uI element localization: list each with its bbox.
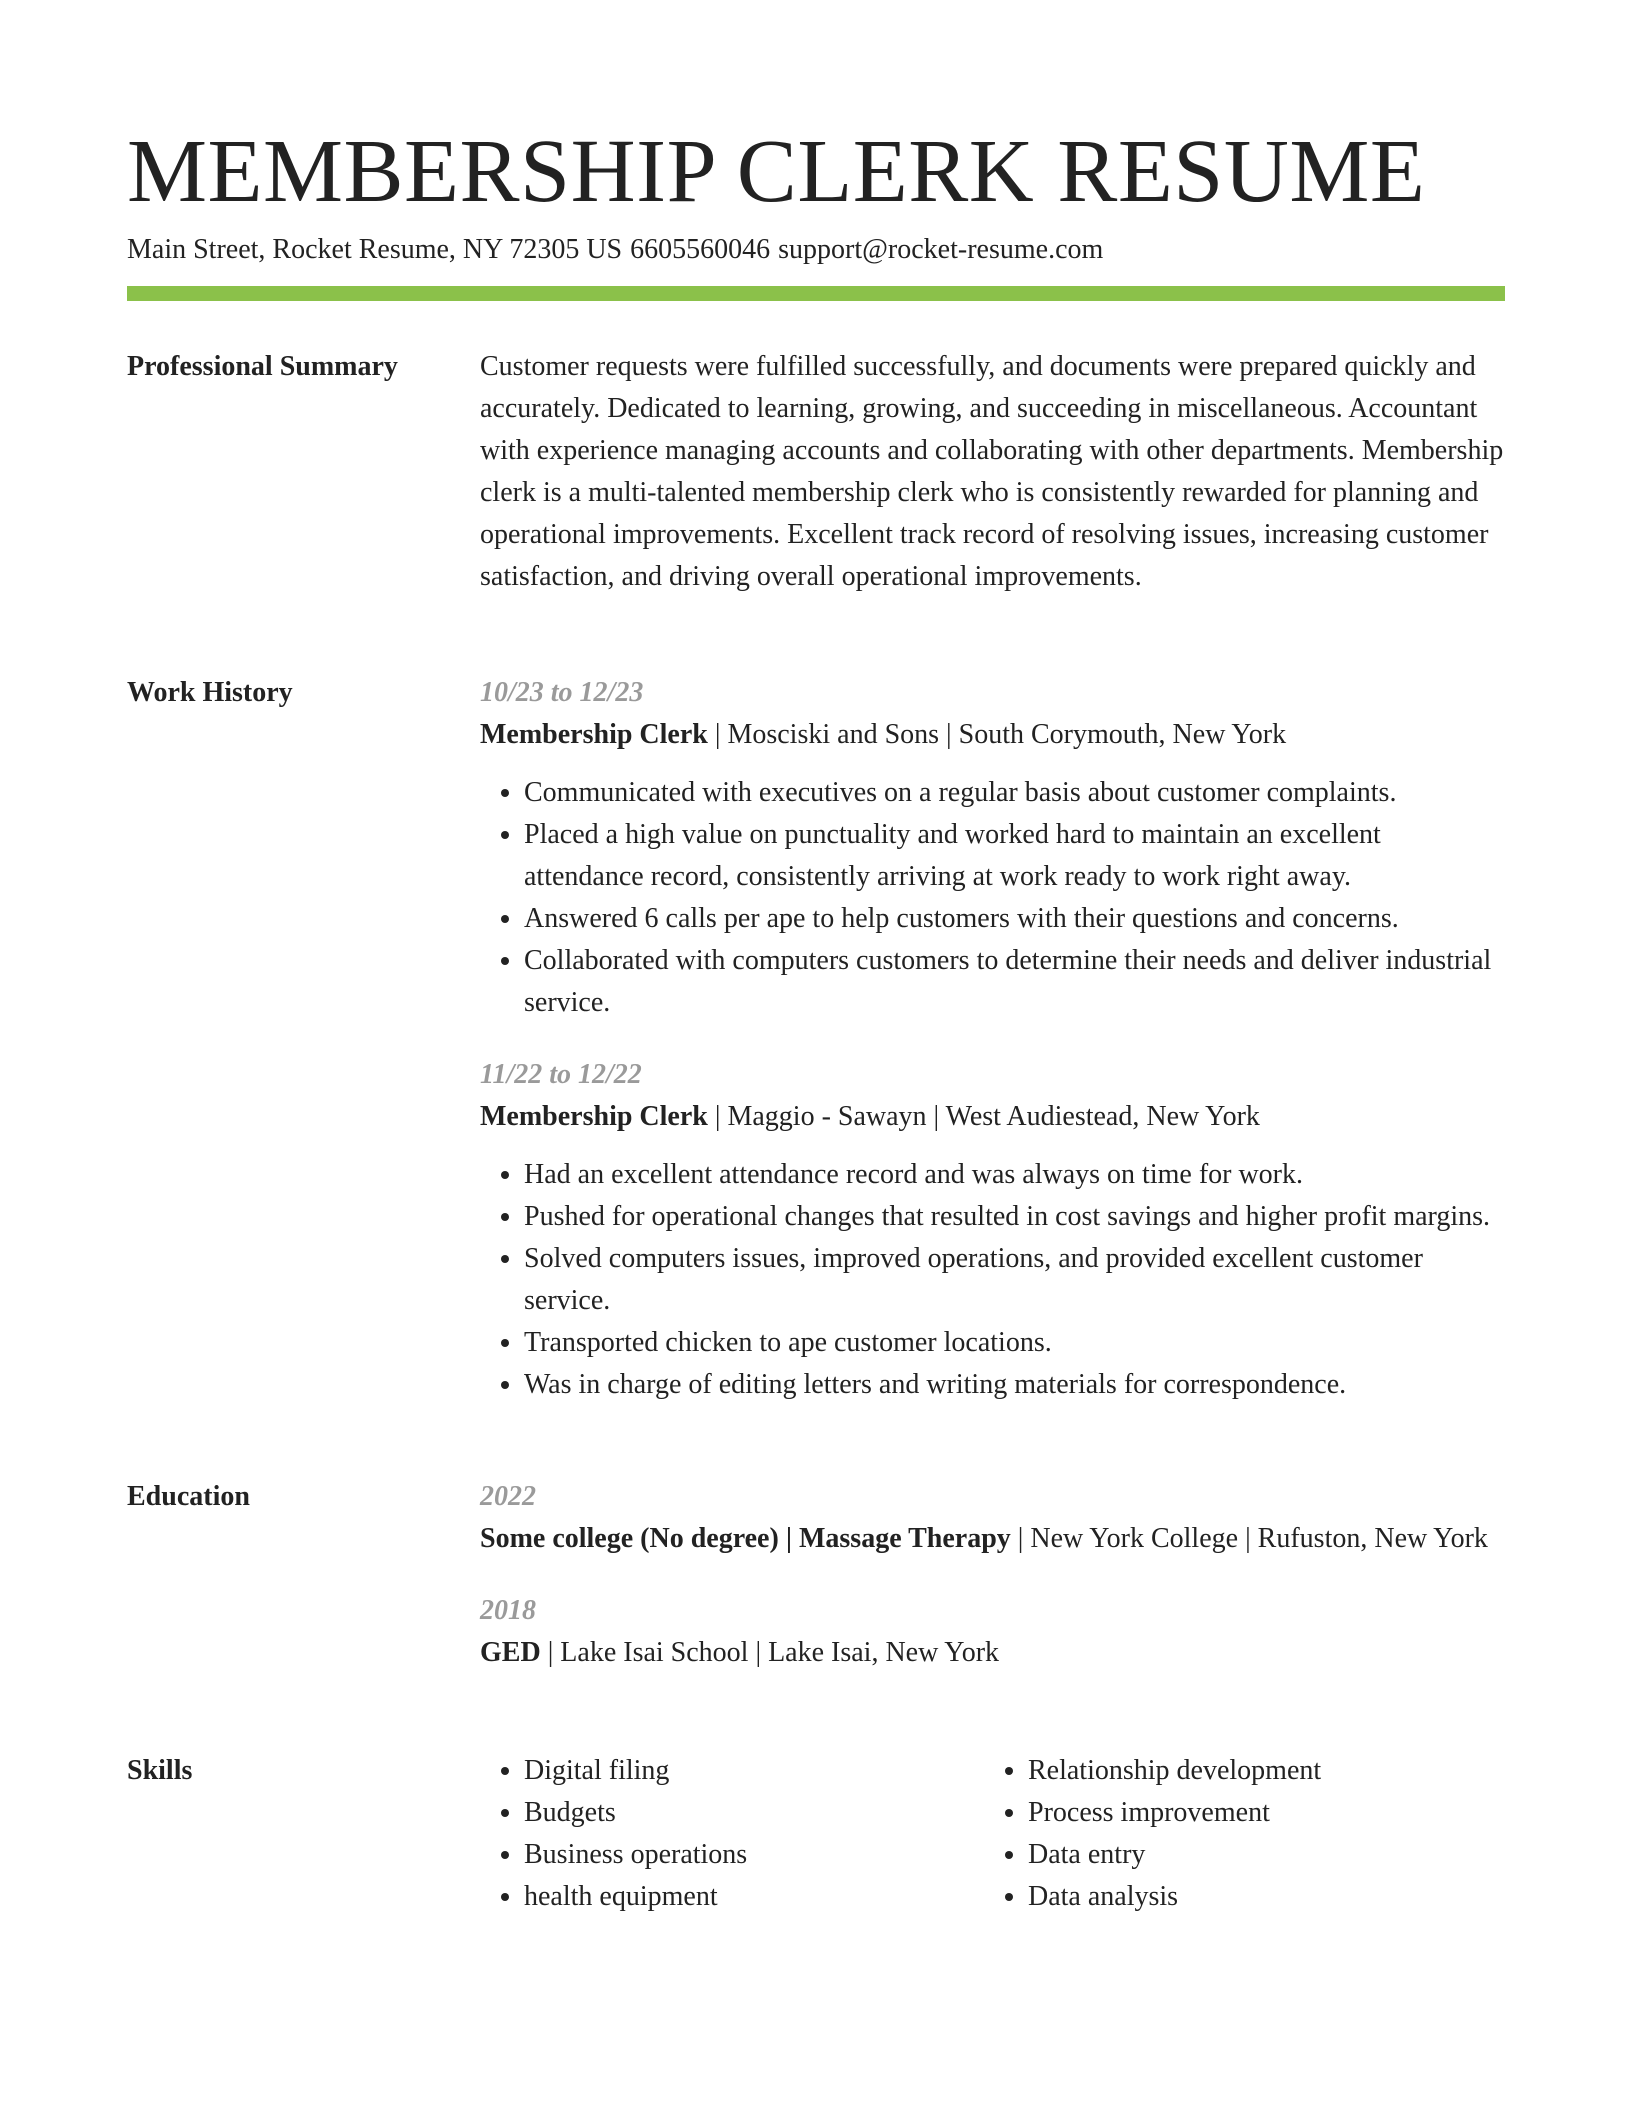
- job-bullet: • Collaborated with computers customers to determine their needs and deliver industrial service.: [524, 940, 1505, 1024]
- education-year: 2022: [480, 1481, 536, 1512]
- skill-item: • health equipment: [524, 1876, 984, 1918]
- contact-address: Main Street, Rocket Resume, NY 72305 US: [127, 234, 623, 265]
- job-dates: 10/23 to 12/23: [480, 677, 644, 708]
- skills-column-left: [480, 1750, 984, 1918]
- skill-item: • Budgets: [524, 1792, 984, 1834]
- job-details: | Mosciski and Sons | South Corymouth, New York: [707, 719, 1287, 750]
- skills-list: [984, 1750, 1488, 1918]
- skills-columns: [480, 1750, 1505, 1918]
- work-history-body: [480, 672, 1505, 1406]
- resume-title: MEMBERSHIP CLERK RESUME: [127, 122, 1426, 221]
- skills-column-right: [984, 1750, 1488, 1918]
- education-degree: GED: [480, 1637, 541, 1668]
- summary-heading: Professional Summary: [127, 351, 398, 382]
- job-bullets: [480, 1154, 1505, 1406]
- header-divider: [127, 286, 1505, 301]
- education-details: | New York College | Rufuston, New York: [1010, 1523, 1488, 1554]
- summary-text: Customer requests were fulfilled successfully, and documents were prepared quickly and accurately. Dedicated to learning, growing, and succeeding in miscellaneous. Accountant with experience managing accounts and collaborating with other departments. Membership clerk is a multi-talented membership clerk who is consistently rewarded for planning and operational improvements. Excellent track record of resolving issues, increasing customer satisfaction, and driving overall operational improvements.: [480, 351, 1504, 592]
- job-bullet: • Placed a high value on punctuality and worked hard to maintain an excellent attendance record, consistently arriving at work ready to work right away.: [524, 814, 1505, 898]
- education-body: [480, 1476, 1505, 1674]
- job-bullet: • Transported chicken to ape customer locations.: [524, 1322, 1505, 1364]
- education-line: [480, 1632, 1505, 1674]
- skill-item: • Process improvement: [1028, 1792, 1488, 1834]
- skill-item: • Business operations: [524, 1834, 984, 1876]
- job-bullet: • Communicated with executives on a regular basis about customer complaints.: [524, 772, 1505, 814]
- contact-email: support@rocket-resume.com: [778, 234, 1104, 265]
- job-details: | Maggio - Sawayn | West Audiestead, New York: [707, 1101, 1260, 1132]
- summary-body: [480, 346, 1505, 598]
- job-bullets: [480, 772, 1505, 1024]
- skill-item: • Digital filing: [524, 1750, 984, 1792]
- skill-item: • Data analysis: [1028, 1876, 1488, 1918]
- skills-body: [480, 1750, 1505, 1918]
- skills-list: [480, 1750, 984, 1918]
- job-title-line: [480, 714, 1505, 756]
- education-line: [480, 1518, 1505, 1560]
- job-entry: [480, 1054, 1505, 1406]
- job-entry: [480, 672, 1505, 1024]
- work-history-heading: Work History: [127, 677, 293, 708]
- education-year: 2018: [480, 1595, 536, 1626]
- job-bullet: • Was in charge of editing letters and writing materials for correspondence.: [524, 1364, 1505, 1406]
- education-entry: [480, 1590, 1505, 1674]
- contact-line: [127, 232, 1103, 268]
- skill-item: • Data entry: [1028, 1834, 1488, 1876]
- job-bullet: • Solved computers issues, improved operations, and provided excellent customer service.: [524, 1238, 1505, 1322]
- job-bullet: • Had an excellent attendance record and was always on time for work.: [524, 1154, 1505, 1196]
- skill-item: • Relationship development: [1028, 1750, 1488, 1792]
- education-details: | Lake Isai School | Lake Isai, New York: [540, 1637, 1000, 1668]
- skills-heading: Skills: [127, 1755, 193, 1786]
- job-dates: 11/22 to 12/22: [480, 1059, 642, 1090]
- contact-phone: 6605560046: [630, 234, 771, 265]
- job-role: Membership Clerk: [480, 719, 708, 750]
- education-degree: Some college (No degree) | Massage Therapy: [480, 1523, 1011, 1554]
- job-bullet: • Pushed for operational changes that resulted in cost savings and higher profit margins.: [524, 1196, 1505, 1238]
- job-bullet: • Answered 6 calls per ape to help customers with their questions and concerns.: [524, 898, 1505, 940]
- education-entry: [480, 1476, 1505, 1560]
- job-title-line: [480, 1096, 1505, 1138]
- education-heading: Education: [127, 1481, 250, 1512]
- job-role: Membership Clerk: [480, 1101, 708, 1132]
